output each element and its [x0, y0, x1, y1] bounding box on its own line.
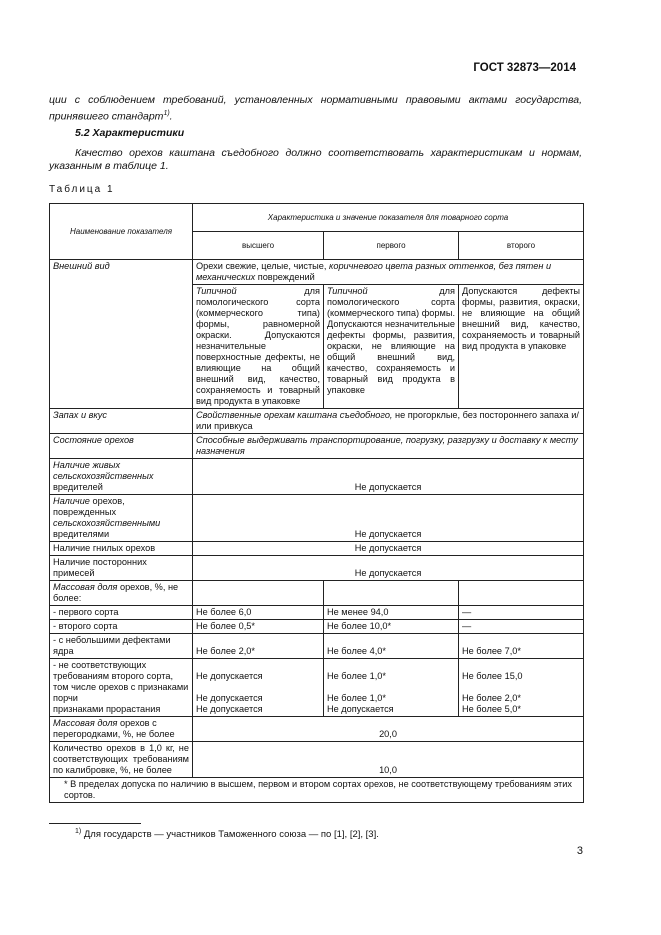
table-row [50, 542, 584, 556]
row-label-appearance: Внешний вид [50, 260, 193, 409]
intro-text: ции с соблюдением требований, установленных нормативными правовыми актами государства, принявшего стандарт$^{1)}$. [49, 94, 582, 123]
row-label-damaged: Наличие орехов, поврежденных сельскохозяйственными вредителями [50, 495, 193, 542]
table-row [50, 260, 584, 285]
appearance-first: Типичной для помологического сорта (коммерческого типа) формы. Допускаются незначительные дефекты формы, развития, окраски, не влияющие на общий внешний вид, качество, сохраняемость и товарный вид продукта в упаковке [324, 285, 459, 409]
nonconform-first: Не более 1,0* Не более 1,0* Не допускается [324, 659, 459, 717]
row-label-rotten: Наличие гнилых орехов [50, 542, 193, 556]
row-label-grade: - с небольшими дефектами ядра [50, 634, 193, 659]
header-grade-premium: высшего [193, 232, 324, 260]
header-group: Характеристика и значение показателя для товарного сорта [193, 204, 584, 232]
row-label-smell: Запах и вкус [50, 409, 193, 434]
table-row [50, 459, 584, 495]
appearance-second: Допускаются дефекты формы, развития, окраски, не влияющие на общий внешний вид, качество, сохраняемость и товарный вид продукта в упаковке [459, 285, 584, 409]
count-value: 10,0 [193, 742, 584, 778]
header-grade-first: первого [324, 232, 459, 260]
header-grade-second: второго [459, 232, 584, 260]
pests-value: Не допускается [193, 459, 584, 495]
section-paragraph: Качество орехов каштана съедобного должно соответствовать характеристикам и нормам, указанным в таблице 1. [49, 147, 582, 172]
impurities-value: Не допускается [193, 556, 584, 581]
page-number: 3 [576, 845, 583, 857]
table-note: * В пределах допуска по наличию в высшем, первом и втором сортах орехов, не соответствующему требованиям этих сортов. [50, 778, 584, 803]
table-row [50, 717, 584, 742]
table-row [50, 409, 584, 434]
row-label-impurities: Наличие посторонних примесей [50, 556, 193, 581]
nonconform-second: Не более 15,0 Не более 2,0* Не более 5,0* [459, 659, 584, 717]
characteristics-table [49, 203, 584, 803]
damaged-value: Не допускается [193, 495, 584, 542]
table-note-row [50, 778, 584, 803]
row-label-pests: Наличие живых сельскохозяйственных вредителей [50, 459, 193, 495]
row-label-count: Количество орехов в 1,0 кг, не соответствующих требованиям по калибровке, %, не более [50, 742, 193, 778]
table-row [50, 434, 584, 459]
row-label-nonconform: - не соответствующих требованиям второго сорта, том числе орехов с признаками порчи признаками прорастания [50, 659, 193, 717]
table-row [50, 659, 584, 717]
row-label-mass: Массовая доля орехов, %, не более: [50, 581, 193, 606]
row-label-partitions: Массовая доля орехов с перегородками, %, не более [50, 717, 193, 742]
section-title: 5.2 Характеристики [75, 127, 185, 139]
table-row: - первого сорта Не более 6,0 Не менее 94,0 — [50, 606, 584, 620]
header-indicator: Наименование показателя [50, 204, 193, 260]
footnote-ref: 1) [163, 110, 170, 117]
table-row: - второго сорта Не более 0,5* Не более 10,0* — [50, 620, 584, 634]
partitions-value: 20,0 [193, 717, 584, 742]
smell-value: Свойственные орехам каштана съедобного, не прогорклые, без постороннего запаха и/или привкуса [193, 409, 584, 434]
appearance-premium: Типичной для помологического сорта (коммерческого типа) формы, равномерной окраски. Допускаются незначительные поверхностные дефекты, не влияющие на общий внешний вид, качество, сохраняемость и товарный вид продукта в упаковке [193, 285, 324, 409]
rotten-value: Не допускается [193, 542, 584, 556]
row-label-grade: - первого сорта [50, 606, 193, 620]
table-row [50, 581, 584, 606]
row-label-state: Состояние орехов [50, 434, 193, 459]
table-row [50, 556, 584, 581]
nonconform-premium: Не допускается Не допускается Не допускается [193, 659, 324, 717]
standard-header: ГОСТ 32873—2014 [473, 62, 576, 74]
row-label-grade: - второго сорта [50, 620, 193, 634]
footnote: $^{1)}$ Для государств — участников Таможенного союза — по [1], [2], [3]. [75, 828, 379, 841]
table-row [50, 495, 584, 542]
table-caption: Таблица 1 [49, 184, 115, 195]
state-value: Способные выдерживать транспортирование, погрузку, разгрузку и доставку к месту назначения [193, 434, 584, 459]
table-row [50, 742, 584, 778]
table-header-row [50, 204, 584, 232]
table-row: - с небольшими дефектами ядра Не более 2,0* Не более 4,0* Не более 7,0* [50, 634, 584, 659]
appearance-common: Орехи свежие, целые, чистые, коричневого цвета разных оттенков, без пятен и механических повреждений [193, 260, 584, 285]
footnote-divider [49, 823, 141, 824]
